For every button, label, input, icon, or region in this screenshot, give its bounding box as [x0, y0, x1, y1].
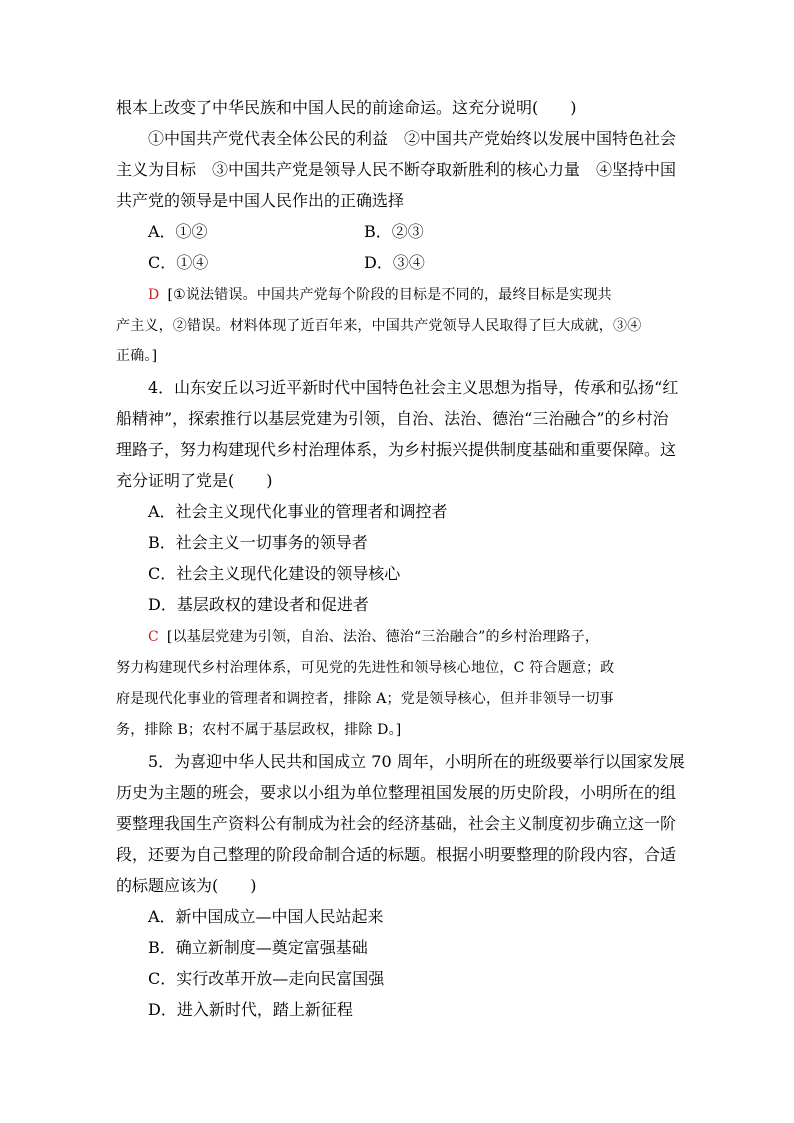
- q3-item-line: ①中国共产党代表全体公民的利益 ②中国共产党始终以发展中国特色社会: [148, 129, 677, 148]
- q4-stem-line: 4．山东安丘以习近平新时代中国特色社会主义思想为指导，传承和弘扬“红: [148, 378, 679, 397]
- q5-stem-line: 历史为主题的班会，要求以小组为单位整理祖国发展的历史阶段，小明所在的组: [116, 783, 677, 802]
- q3-explanation-line: 产主义，②错误。材料体现了近百年来，中国共产党领导人民取得了巨大成就，③④: [116, 318, 642, 334]
- q3-option-c: C．①④: [148, 253, 209, 272]
- q3-stem-tail: 根本上改变了中华民族和中国人民的前途命运。这充分说明( ): [116, 98, 577, 117]
- q5-option-a: A．新中国成立—中国人民站起来: [148, 907, 384, 926]
- q4-explanation-text: [以基层党建为引领，自治、法治、德治“三治融合”的乡村治理路子，: [166, 629, 600, 645]
- q3-option-b: B．②③: [364, 222, 424, 241]
- q4-option-d: D．基层政权的建设者和促进者: [148, 595, 369, 614]
- q5-stem-line: 段，还要为自己整理的阶段命制合适的标题。根据小明要整理的阶段内容，合适: [116, 845, 677, 864]
- q4-explanation-line: 府是现代化事业的管理者和调控者，排除 A；党是领导核心，但并非领导一切事: [116, 691, 614, 707]
- q4-stem-line: 充分证明了党是( ): [116, 471, 273, 490]
- q4-explanation-line: 努力构建现代乡村治理体系，可见党的先进性和领导核心地位，C 符合题意；政: [116, 660, 615, 676]
- q4-option-c: C．社会主义现代化建设的领导核心: [148, 564, 401, 583]
- q3-explanation-text: [①说法错误。中国共产党每个阶段的目标是不同的，最终目标是实现共: [167, 287, 612, 303]
- q3-answer-key: D: [148, 287, 160, 303]
- q5-option-c: C．实行改革开放—走向民富国强: [148, 969, 385, 988]
- q3-explanation-line: [148, 285, 612, 305]
- q3-item-line: 共产党的领导是中国人民作出的正确选择: [116, 191, 405, 210]
- q5-stem-line: 要整理我国生产资料公有制成为社会的经济基础，社会主义制度初步确立这一阶: [116, 814, 677, 833]
- q5-stem-line: 5．为喜迎中华人民共和国成立 70 周年，小明所在的班级要举行以国家发展: [148, 752, 685, 771]
- q4-explanation-line: [148, 627, 599, 647]
- q3-option-d: D．③④: [364, 253, 425, 272]
- q3-item-line: 主义为目标 ③中国共产党是领导人民不断夺取新胜利的核心力量 ④坚持中国: [116, 160, 677, 179]
- q3-explanation-line: 正确。]: [116, 348, 158, 364]
- q4-answer-key: C: [148, 629, 159, 645]
- q5-option-b: B．确立新制度—奠定富强基础: [148, 938, 368, 957]
- q4-stem-line: 理路子，努力构建现代乡村治理体系，为乡村振兴提供制度基础和重要保障。这: [116, 440, 677, 459]
- q3-option-a: A．①②: [148, 222, 208, 241]
- q4-explanation-line: 务，排除 B；农村不属于基层政权，排除 D。]: [116, 722, 402, 738]
- q5-stem-line: 的标题应该为( ): [116, 876, 257, 895]
- q4-stem-line: 船精神”，探索推行以基层党建为引领，自治、法治、德治“三治融合”的乡村治: [116, 409, 669, 428]
- q5-option-d: D．进入新时代，踏上新征程: [148, 1000, 353, 1019]
- q4-option-b: B．社会主义一切事务的领导者: [148, 533, 368, 552]
- q4-option-a: A．社会主义现代化事业的管理者和调控者: [148, 502, 448, 521]
